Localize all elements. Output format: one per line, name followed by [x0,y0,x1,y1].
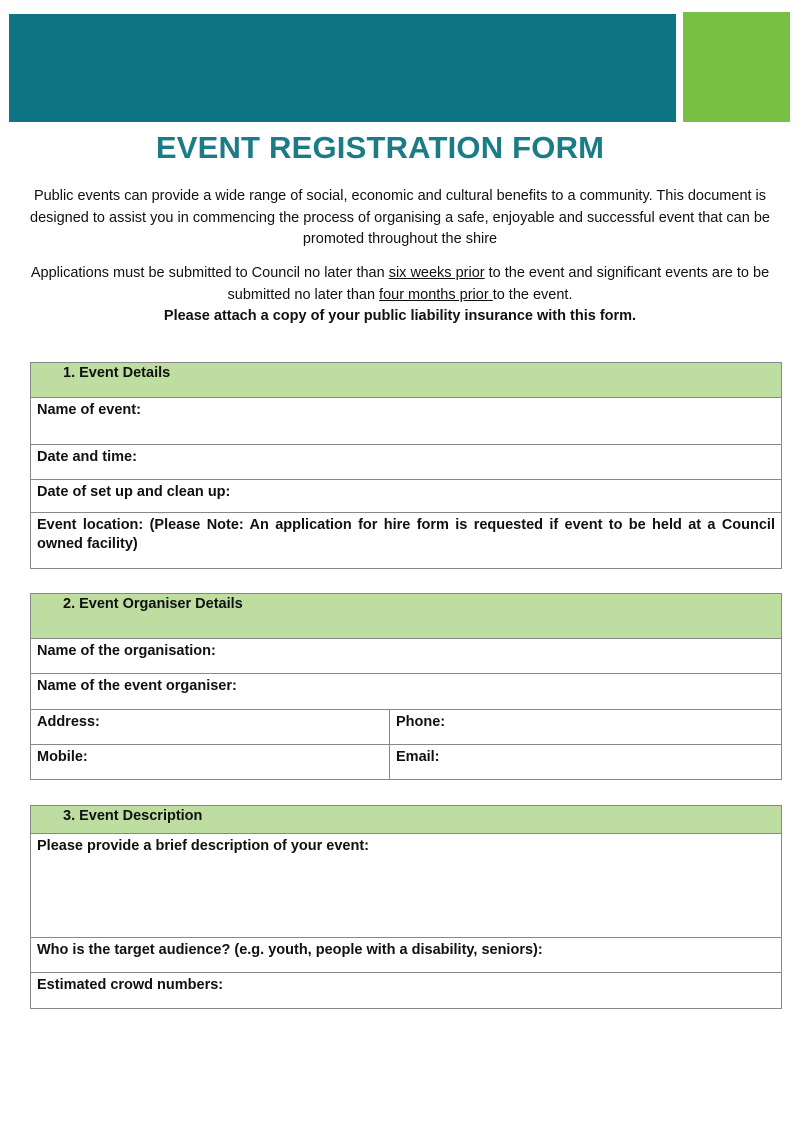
mobile-email-row [31,745,781,779]
header-green-block [683,12,790,122]
six-weeks-text: six weeks prior [388,265,485,281]
section-organiser-details [30,593,782,780]
deadline-text-2: to the event and significant events are to be submitted no later than [227,265,770,303]
section-event-details [30,362,782,569]
four-months-text: four months prior [379,286,493,303]
header-teal-banner [9,14,676,122]
insurance-notice: Please attach a copy of your public liability insurance with this form. [163,308,637,324]
field-setup-cleanup-date[interactable]: Date of set up and clean up: [31,480,781,513]
deadline-text: Applications must be submitted to Council no later than [30,265,389,281]
field-event-location[interactable]: Event location: (Please Note: An application for hire form is requested if event to be held at a Council owned facility) [37,517,775,552]
field-crowd-numbers[interactable]: Estimated crowd numbers: [37,977,224,993]
field-email[interactable]: Email: [396,749,440,765]
section-event-description [30,805,782,1009]
deadline-text-3: to the event. [492,286,573,303]
field-date-and-time[interactable]: Date and time: [31,445,781,480]
field-organisation-name[interactable]: Name of the organisation: [31,639,781,674]
field-organiser-name[interactable]: Name of the event organiser: [31,674,781,710]
section-header: 3. Event Description [31,806,781,834]
field-phone[interactable]: Phone: [396,714,446,730]
field-event-description[interactable]: Please provide a brief description of your event: [31,834,781,938]
field-target-audience[interactable]: Who is the target audience? (e.g. youth, people with a disability, seniors): [31,938,781,973]
field-address[interactable]: Address: [31,710,390,744]
page-title: EVENT REGISTRATION FORM [155,130,605,165]
deadline-paragraph [30,263,770,328]
field-mobile[interactable]: Mobile: [31,745,390,779]
address-phone-row [31,710,781,745]
field-name-of-event[interactable]: Name of event: [31,398,781,445]
intro-paragraph: Public events can provide a wide range of social, economic and cultural benefits to a community. This document is designed to assist you in commencing the process of organising a safe, enjoyable and successful event that can be promoted throughout the shire [30,188,770,247]
section-header: 1. Event Details [31,363,781,398]
section-header: 2. Event Organiser Details [31,594,781,639]
